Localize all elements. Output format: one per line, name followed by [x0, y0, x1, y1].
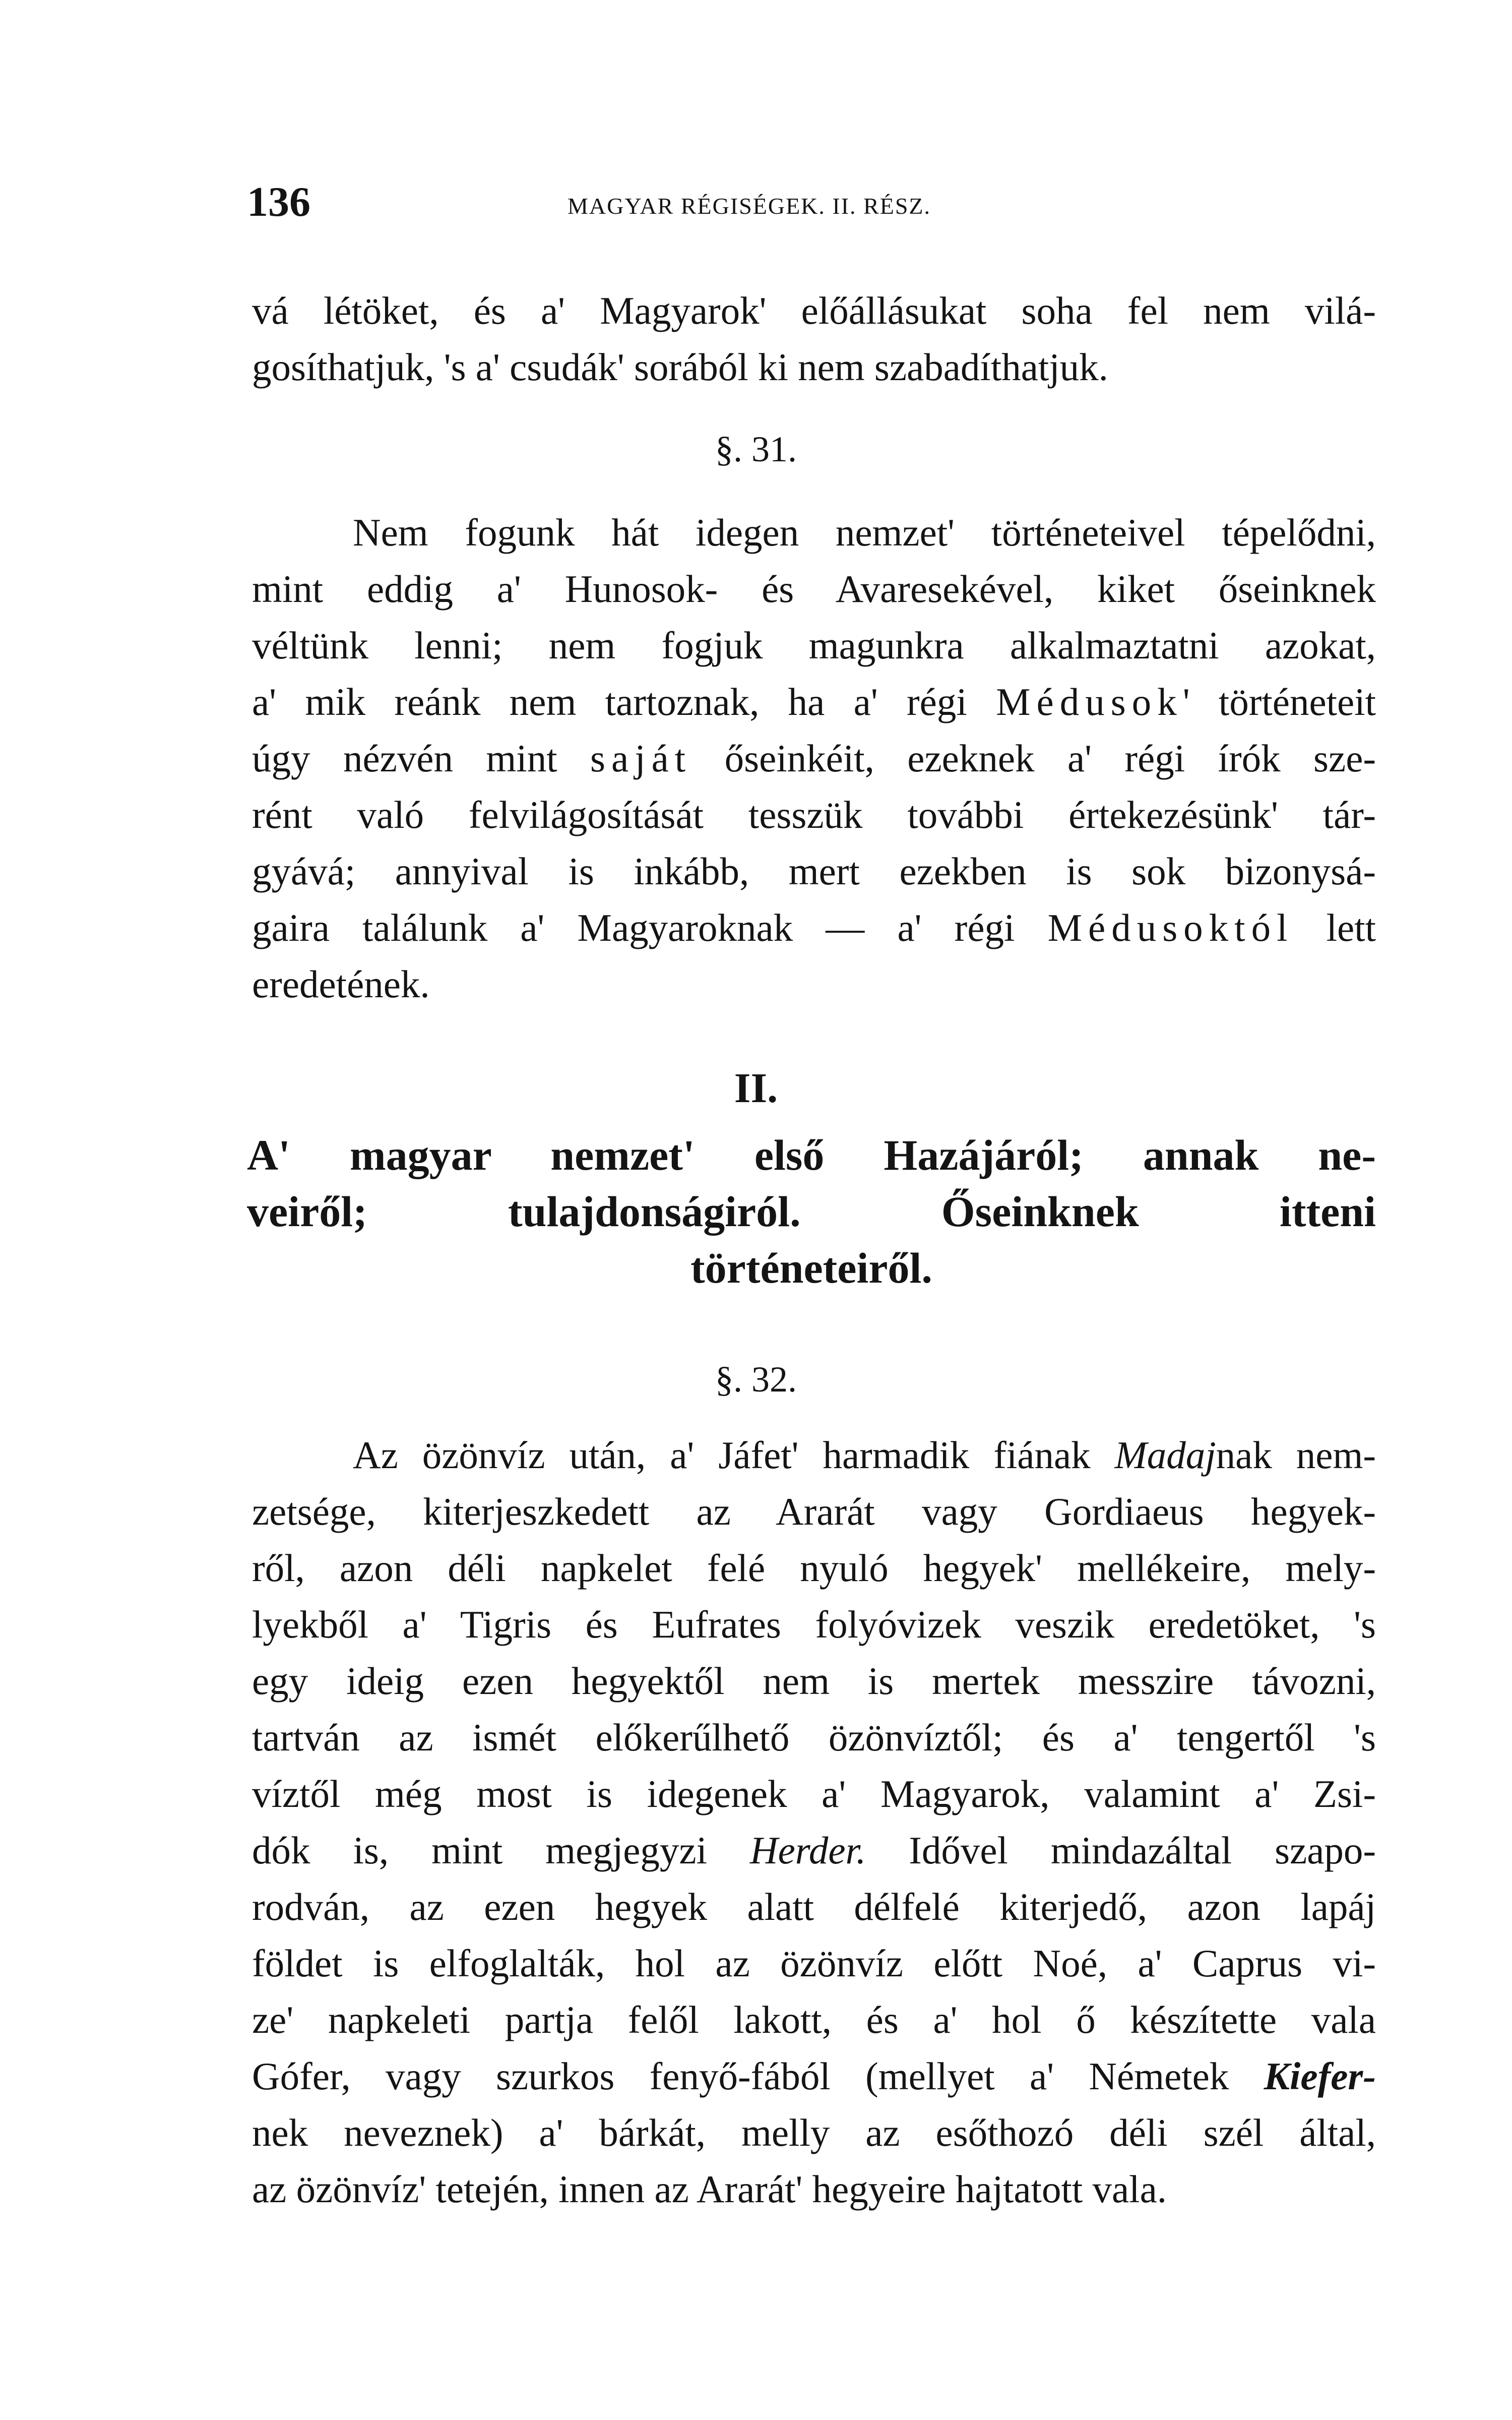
text-line: vá létöket, és a' Magyarok' előállásukat soha fel nem vilá- [252, 289, 1376, 332]
text-line: rént való felvilágosítását tesszük további értekezésünk' tár- [252, 793, 1376, 836]
text-line [252, 1822, 1376, 1879]
text-line: földet is elfoglalták, hol az özönvíz előtt Noé, a' Caprus vi- [252, 1942, 1376, 1985]
text-fragment: Idővel mindazáltal szapo- [909, 1829, 1376, 1872]
running-title: MAGYAR RÉGISÉGEK. II. RÉSZ. [568, 193, 931, 219]
heading-line: történeteiről. [690, 1244, 932, 1292]
text-line: víztől még most is idegenek a' Magyarok, valamint a' Zsi- [252, 1772, 1376, 1816]
text-line: eredetének. [252, 962, 430, 1006]
bold-italic-word: Kiefer- [1264, 2054, 1376, 2098]
text-line [252, 674, 1376, 730]
text-fragment: dók is, mint megjegyzi [252, 1829, 707, 1872]
page-number: 136 [247, 178, 310, 225]
text-fragment: úgy nézvén mint [252, 737, 557, 780]
text-fragment: Gófer, vagy szurkos fenyő-fából (mellyet a' Németek [252, 2054, 1229, 2098]
italic-name: Herder. [749, 1829, 866, 1872]
running-head [247, 177, 1376, 233]
carryover-paragraph [252, 282, 1376, 395]
text-fragment: lett [1326, 906, 1376, 949]
section-32-paragraph [252, 1427, 1376, 2217]
text-line: ről, azon déli napkelet felé nyuló hegyek' mellékeire, mely- [252, 1546, 1376, 1590]
heading-line: veiről; tulajdonságiról. Őseinknek itteni [247, 1187, 1376, 1236]
text-line: egy ideig ezen hegyektől nem is mertek messzire távozni, [252, 1659, 1376, 1703]
section-32-number: §. 32. [715, 1359, 797, 1400]
section-31-number: §. 31. [715, 429, 797, 469]
text-line: gyává; annyival is inkább, mert ezekben is sok bizonysá- [252, 850, 1376, 893]
text-line: véltünk lenni; nem fogjuk magunkra alkalmaztatni azokat, [252, 624, 1376, 667]
text-line: Nem fogunk hát idegen nemzet' történeteivel tépelődni, [353, 511, 1376, 554]
text-line: ze' napkeleti partja felől lakott, és a' hol ő készítette vala [252, 1998, 1376, 2041]
text-line [252, 1427, 1376, 1483]
text-line [252, 730, 1376, 786]
text-line: lyekből a' Tigris és Eufrates folyóvizek veszik eredetöket, 's [252, 1603, 1376, 1646]
text-line: mint eddig a' Hunosok- és Avaresekével, kiket őseinknek [252, 567, 1376, 611]
section-31-paragraph [252, 504, 1376, 1012]
text-line: az özönvíz' tetején, innen az Ararát' hegyeire hajtatott vala. [252, 2167, 1167, 2211]
spaced-word: saját [590, 737, 692, 780]
text-fragment: gaira találunk a' Magyaroknak — a' régi [252, 906, 1015, 949]
chapter-heading [247, 1127, 1376, 1296]
text-line: nek neveznek) a' bárkát, melly az esőthozó déli szél által, [252, 2111, 1376, 2154]
text-line: rodván, az ezen hegyek alatt délfelé kiterjedő, azon lapáj [252, 1885, 1376, 1928]
text-fragment: ' történeteit [1182, 680, 1376, 723]
heading-line: A' magyar nemzet' első Hazájáról; annak ne- [247, 1131, 1376, 1179]
text-fragment: Az özönvíz után, a' Jáfet' harmadik fiának [353, 1433, 1091, 1477]
text-line: zetsége, kiterjeszkedett az Ararát vagy Gordiaeus hegyek- [252, 1490, 1376, 1533]
chapter-number: II. [734, 1065, 778, 1112]
italic-name: Madaj [1114, 1433, 1216, 1477]
spaced-name: Médusok [996, 680, 1183, 723]
spaced-name: Médusoktól [1047, 906, 1294, 949]
text-fragment: a' mik reánk nem tartoznak, ha a' régi [252, 680, 967, 723]
text-line: tartván az ismét előkerűlhető özönvíztől; és a' tengertől 's [252, 1716, 1376, 1759]
text-fragment: őseinkéit, ezeknek a' régi írók sze- [724, 737, 1376, 780]
text-line: gosíthatjuk, 's a' csudák' sorából ki nem szabadíthatjuk. [252, 345, 1108, 389]
text-line [252, 2048, 1376, 2104]
text-fragment: nak nem- [1216, 1433, 1376, 1477]
text-line [252, 899, 1376, 956]
